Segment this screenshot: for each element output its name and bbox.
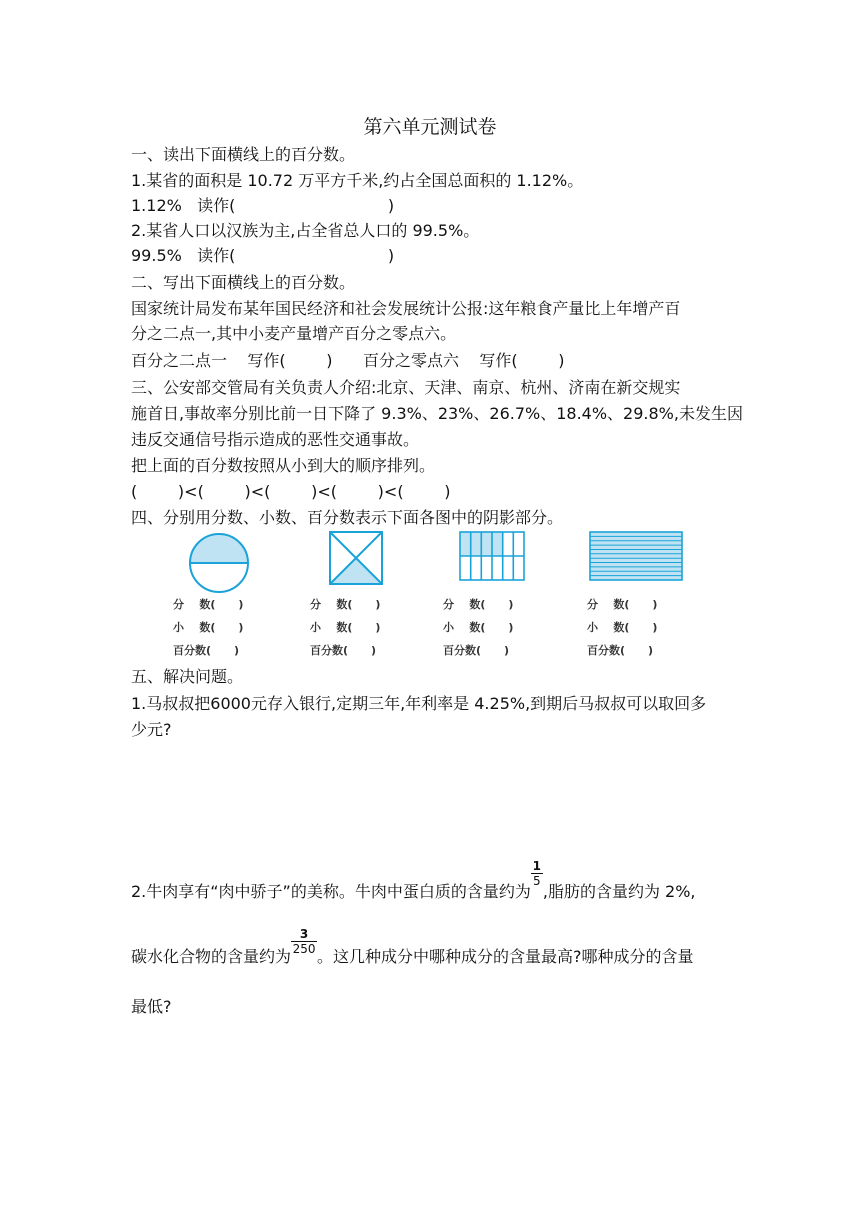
problem-1-line-2: 少元?: [131, 720, 172, 739]
question-1-1: 1.某省的面积是 10.72 万平方千米,约占全国总面积的 1.12%。: [131, 171, 584, 190]
percent-label[interactable]: 百分数( ): [173, 644, 240, 657]
figure-1-labels: [173, 593, 243, 662]
problem-2-text-d: 。这几种成分中哪种成分的含量最高?哪种成分的含量: [317, 947, 694, 966]
problem-2-line-1: [131, 859, 696, 904]
decimal-label[interactable]: 小 数( ): [173, 621, 244, 634]
answer-blank-1-1[interactable]: 1.12% 读作( ): [131, 196, 395, 215]
fraction-numerator: 3: [299, 927, 309, 941]
figure-circle: [186, 530, 252, 596]
fraction-denominator: 5: [533, 874, 541, 888]
problem-2-text-a: 2.牛肉享有“肉中骄子”的美称。牛肉中蛋白质的含量约为: [131, 882, 531, 901]
problem-2-line-2: [131, 927, 694, 969]
ordering-blanks[interactable]: ( )<( )<( )<( )<( ): [131, 482, 451, 501]
figure-square-diagonals: [328, 530, 384, 586]
fraction-three-250: [291, 927, 317, 969]
figure-stripes: [588, 530, 684, 582]
section-2-text-line-2: 分之二点一,其中小麦产量增产百分之零点六。: [131, 324, 457, 343]
section-4-heading: 四、分别用分数、小数、百分数表示下面各图中的阴影部分。: [131, 508, 564, 527]
section-5-heading: 五、解决问题。: [131, 667, 244, 686]
figure-3-labels: [443, 593, 513, 662]
problem-2-text-c: 碳水化合物的含量约为: [131, 947, 292, 966]
problem-2-line-3: 最低?: [131, 997, 172, 1016]
answer-blanks-2[interactable]: 百分之二点一 写作( ) 百分之零点六 写作( ): [131, 351, 565, 370]
percent-label[interactable]: 百分数( ): [310, 644, 377, 657]
question-1-2: 2.某省人口以汉族为主,占全省总人口的 99.5%。: [131, 221, 480, 240]
section-2-text-line-1: 国家统计局发布某年国民经济和社会发展统计公报:这年粮食产量比上年增产百: [131, 299, 681, 318]
section-3-text-line-3: 违反交通信号指示造成的恶性交通事故。: [131, 430, 420, 449]
fraction-one-fifth: [531, 859, 543, 904]
fraction-label[interactable]: 分 数( ): [443, 598, 514, 611]
fraction-label[interactable]: 分 数( ): [173, 598, 244, 611]
section-3-instruction: 把上面的百分数按照从小到大的顺序排列。: [131, 456, 436, 475]
percent-label[interactable]: 百分数( ): [443, 644, 510, 657]
fraction-label[interactable]: 分 数( ): [587, 598, 658, 611]
answer-blank-1-2[interactable]: 99.5% 读作( ): [131, 246, 395, 265]
fraction-denominator: 250: [292, 942, 316, 956]
decimal-label[interactable]: 小 数( ): [443, 621, 514, 634]
percent-label[interactable]: 百分数( ): [587, 644, 654, 657]
problem-1-line-1: 1.马叔叔把6000元存入银行,定期三年,年利率是 4.25%,到期后马叔叔可以取回多: [131, 694, 707, 713]
figure-4-labels: [587, 593, 657, 662]
page-title: 第六单元测试卷: [363, 116, 497, 138]
section-3-heading: 三、公安部交管局有关负责人介绍:北京、天津、南京、杭州、济南在新交规实: [131, 378, 681, 397]
decimal-label[interactable]: 小 数( ): [310, 621, 381, 634]
fraction-numerator: 1: [532, 859, 542, 873]
problem-2-text-b: ,脂肪的含量约为 2%,: [542, 882, 696, 901]
section-3-text-line-2: 施首日,事故率分别比前一日下降了 9.3%、23%、26.7%、18.4%、29.8%,未发生因: [131, 404, 743, 423]
fraction-label[interactable]: 分 数( ): [310, 598, 381, 611]
section-2-heading: 二、写出下面横线上的百分数。: [131, 273, 356, 292]
section-1-heading: 一、读出下面横线上的百分数。: [131, 145, 356, 164]
figure-grid: [458, 530, 526, 582]
figure-2-labels: [310, 593, 380, 662]
decimal-label[interactable]: 小 数( ): [587, 621, 658, 634]
